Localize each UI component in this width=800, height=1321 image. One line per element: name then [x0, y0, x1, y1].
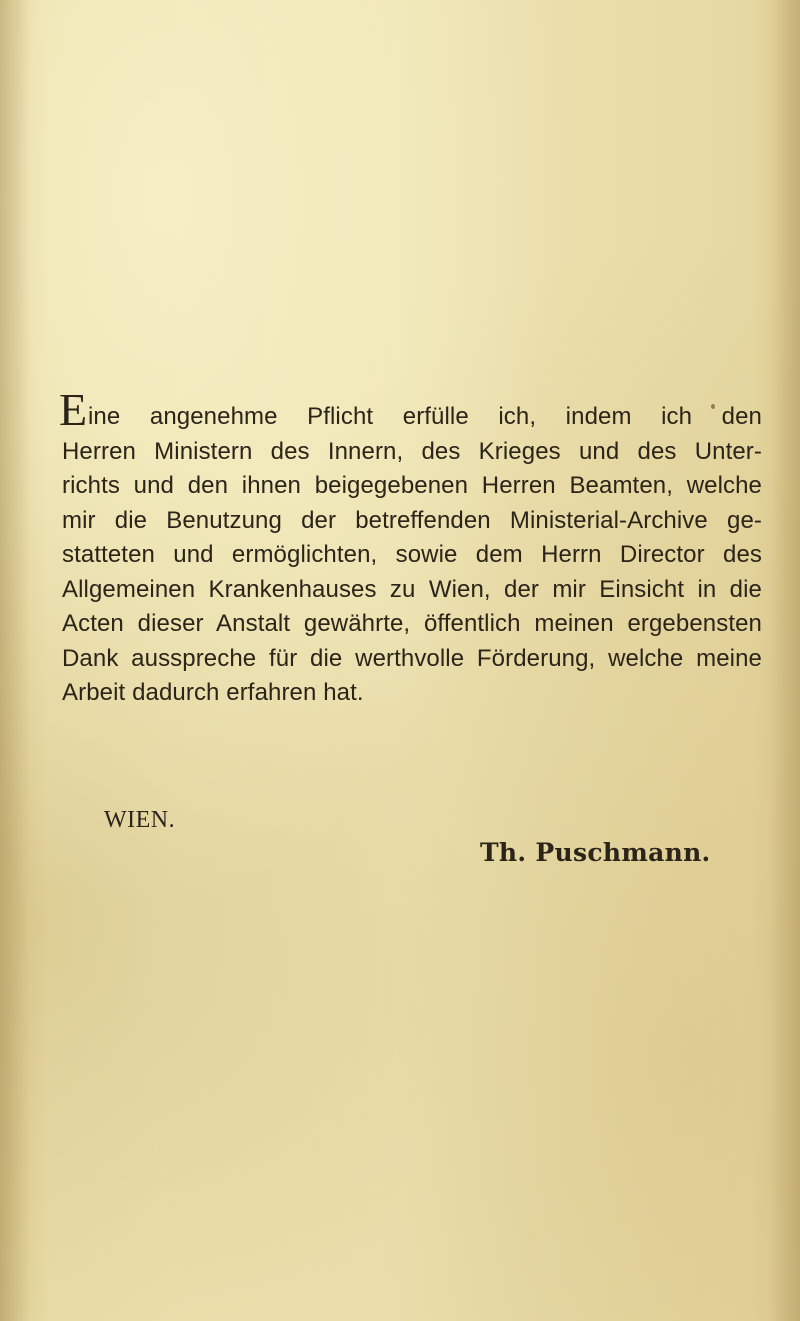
- text-line-6: Allgemeinen Krankenhauses zu Wien, der mir Einsicht in die: [62, 575, 762, 603]
- text-line-3: richts und den ihnen beigegebenen Herren Beamten, welche: [62, 472, 762, 499]
- text-line-1: [59, 384, 762, 435]
- text-line-2: Herren Ministern des Innern, des Krieges und des Unter-: [62, 437, 762, 465]
- text-line-7: Acten dieser Anstalt gewährte, öffentlich meinen ergebensten: [62, 610, 762, 637]
- text-line-4: mir die Benutzung der betreffenden Ministerial-Archive ge-: [62, 506, 762, 534]
- acknowledgement-paragraph: [59, 384, 762, 711]
- text-line-5: statteten und ermöglichten, sowie dem Herrn Director des: [62, 541, 762, 568]
- text-line-8: Dank ausspreche für die werthvolle Förderung, welche meine: [62, 644, 762, 672]
- author-signature: Th. Puschmann.: [480, 838, 711, 867]
- place-line: WIEN.: [104, 807, 176, 833]
- text-line-9: Arbeit dadurch erfahren hat.: [62, 679, 364, 706]
- drop-cap-container: [59, 384, 88, 435]
- drop-cap: E: [59, 384, 88, 435]
- right-edge-shadow: [770, 0, 800, 1321]
- left-edge-shadow: [0, 0, 30, 1321]
- first-line-text: ine angenehme Pflicht erfülle ich, indem ich den: [88, 403, 762, 430]
